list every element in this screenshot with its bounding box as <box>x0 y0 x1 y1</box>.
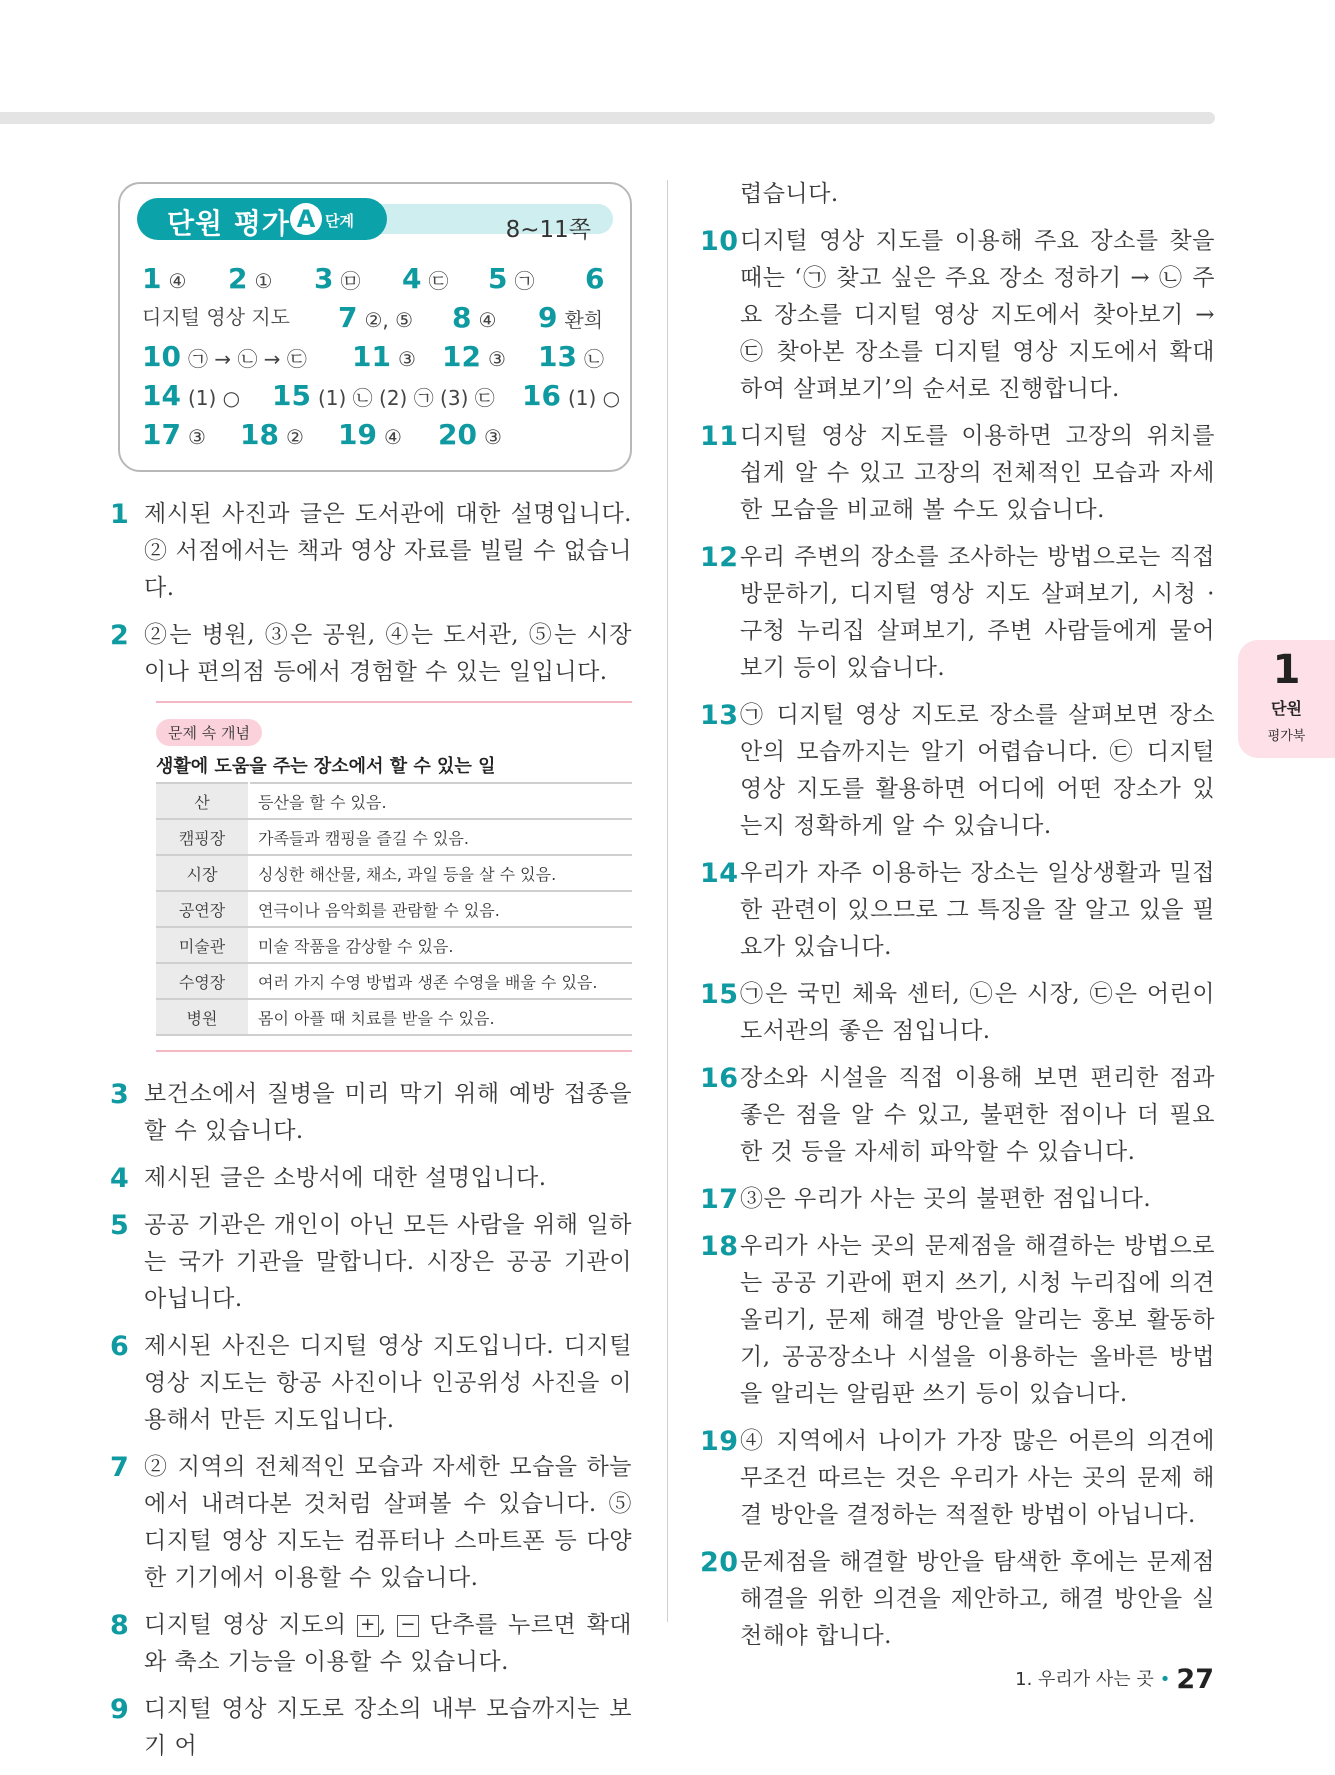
answer-item: 7 ②, ⑤ <box>338 301 414 334</box>
explanation-item: 9 디지털 영상 지도로 장소의 내부 모습까지는 보기 어 <box>110 1694 632 1759</box>
table-row: 시장 싱싱한 해산물, 채소, 과일 등을 살 수 있음. <box>156 855 632 891</box>
explanation-item: 1 제시된 사진과 글은 도서관에 대한 설명입니다. ② 서점에서는 책과 영상 자료를 빌릴 수 없습니다. <box>110 499 632 601</box>
footer-dot-icon: • <box>1159 1669 1171 1690</box>
answer-line <box>142 262 618 301</box>
answer-item: 11 ③ <box>352 340 416 373</box>
table-row: 산 등산을 할 수 있음. <box>156 783 632 819</box>
explanation-item: 13 ㉠ 디지털 영상 지도로 장소를 살펴보면 장소 안의 모습까지는 알기 어렵습니다. ㉢ 디지털 영상 지도를 활용하면 어디에 어떤 장소가 있는지 정확하게 알 수 있습니다. <box>700 700 1215 839</box>
concept-tag: 문제 속 개념 <box>156 719 262 746</box>
answer-key <box>142 262 621 457</box>
explanation-item: 2 ②는 병원, ③은 공원, ④는 도서관, ⑤는 시장이나 편의점 등에서 경험할 수 있는 일입니다. <box>110 620 632 685</box>
explanation-item: 15 ㉠은 국민 체육 센터, ㉡은 시장, ㉢은 어린이 도서관의 좋은 점입니다. <box>700 979 1215 1044</box>
unit-number: 1 <box>1272 647 1301 693</box>
answer-line <box>142 418 618 457</box>
book-label: 평가북 <box>1267 729 1306 744</box>
answer-item: 20 ③ <box>438 418 502 451</box>
explanation-item: 12 우리 주변의 장소를 조사하는 방법으로는 직접 방문하기, 디지털 영상 지도 살펴보기, 시청 · 구청 누리집 살펴보기, 주변 사람들에게 물어보기 등이 있습니다. <box>700 542 1215 681</box>
explanation-item: 11 디지털 영상 지도를 이용하면 고장의 위치를 쉽게 알 수 있고 고장의 전체적인 모습과 자세한 모습을 비교해 볼 수도 있습니다. <box>700 421 1215 523</box>
answer-item: 15 (1) ㉡ (2) ㉠ (3) ㉢ <box>272 379 495 412</box>
answer-line <box>142 379 621 418</box>
page-number: 27 <box>1176 1664 1214 1695</box>
answer-box-title: 단원 평가 <box>167 207 290 240</box>
answer-item: 3 ㉤ <box>314 262 361 295</box>
unit-side-tab <box>1238 640 1335 758</box>
unit-label: 단원 <box>1271 699 1302 718</box>
answer-item: 19 ④ <box>338 418 402 451</box>
explanation-item: 8 디지털 영상 지도의 + , − 단추를 누르면 확대와 축소 기능을 이용할 수 있습니다. <box>110 1610 633 1675</box>
answer-item: 18 ② <box>240 418 304 451</box>
answer-item: 2 ① <box>228 262 273 295</box>
explanation-item: 20 문제점을 해결할 방안을 탐색한 후에는 문제점 해결을 위한 의견을 제안하고, 해결 방안을 실천해야 합니다. <box>700 1547 1215 1649</box>
table-row: 수영장 여러 가지 수영 방법과 생존 수영을 배울 수 있음. <box>156 963 632 999</box>
answer-line <box>142 301 618 340</box>
answer-item: 4 ㉢ <box>402 262 449 295</box>
continued-text: 렵습니다. <box>740 181 839 207</box>
concept-box <box>156 701 632 1052</box>
top-rule <box>0 112 1215 124</box>
answer-line <box>142 340 618 379</box>
table-row: 공연장 연극이나 음악회를 관람할 수 있음. <box>156 891 632 927</box>
concept-table <box>156 782 632 1036</box>
answer-item: 16 (1) ○ <box>522 379 621 412</box>
zoom-in-button-icon: + <box>357 1615 379 1637</box>
explanation-item: 16 장소와 시설을 직접 이용해 보면 편리한 점과 좋은 점을 알 수 있고, 불편한 점이나 더 필요한 것 등을 자세히 파악할 수 있습니다. <box>700 1063 1215 1165</box>
explanation-item: 7 ② 지역의 전체적인 모습과 자세한 모습을 하늘에서 내려다본 것처럼 살펴볼 수 있습니다. ⑤ 디지털 영상 지도는 컴퓨터나 스마트폰 등 다양한 기기에서 이용할 수 있습니다. <box>110 1452 632 1591</box>
level-badge: A <box>290 203 322 235</box>
answer-item: 5 ㉠ <box>488 262 535 295</box>
answer-item: 12 ③ <box>442 340 506 373</box>
table-row: 미술관 미술 작품을 감상할 수 있음. <box>156 927 632 963</box>
explanation-item: 18 우리가 사는 곳의 문제점을 해결하는 방법으로는 공공 기관에 편지 쓰기, 시청 누리집에 의견 올리기, 문제 해결 방안을 알리는 홍보 활동하기, 공공장소나 시설을 이용하는 올바른 방법을 알리는 알림판 쓰기 등이 있습니다. <box>700 1231 1215 1407</box>
explanation-item: 6 제시된 사진은 디지털 영상 지도입니다. 디지털 영상 지도는 항공 사진이나 인공위성 사진을 이용해서 만든 지도입니다. <box>110 1331 632 1433</box>
level-suffix: 단계 <box>325 212 354 230</box>
answer-item: 8 ④ <box>452 301 497 334</box>
answer-item: 10 ㉠ → ㉡ → ㉢ <box>142 340 307 373</box>
column-divider <box>667 180 668 1622</box>
chapter-title: 1. 우리가 사는 곳 <box>1015 1669 1154 1690</box>
zoom-out-button-icon: − <box>397 1615 419 1637</box>
answer-item: 13 ㉡ <box>538 340 604 373</box>
answer-item: 디지털 영상 지도 <box>142 305 290 329</box>
explanation-item: 19 ④ 지역에서 나이가 가장 많은 어른의 의견에 무조건 따르는 것은 우리가 사는 곳의 문제 해결 방안을 결정하는 적절한 방법이 아닙니다. <box>700 1426 1215 1528</box>
answer-item: 17 ③ <box>142 418 206 451</box>
answer-item: 14 (1) ○ <box>142 379 241 412</box>
table-row: 병원 몸이 아플 때 치료를 받을 수 있음. <box>156 999 632 1035</box>
explanation-item: 4 제시된 글은 소방서에 대한 설명입니다. <box>110 1163 547 1194</box>
answer-box-header <box>137 198 613 243</box>
left-column <box>110 182 632 1775</box>
right-column <box>700 176 1215 1665</box>
answer-item: 6 <box>585 262 605 295</box>
answer-item: 1 ④ <box>142 262 187 295</box>
concept-title: 생활에 도움을 주는 장소에서 할 수 있는 일 <box>156 756 496 777</box>
explanation-item: 10 디지털 영상 지도를 이용해 주요 장소를 찾을 때는 ‘㉠ 찾고 싶은 주요 장소 정하기 → ㉡ 주요 장소를 디지털 영상 지도에서 찾아보기 → ㉢ 찾아본 장소를 디지털 영상 지도에서 확대하여 살펴보기’의 순서로 진행합니다. <box>700 226 1215 402</box>
page-footer <box>1015 1664 1214 1695</box>
title-pill <box>137 198 387 240</box>
answer-box <box>118 182 632 472</box>
explanation-item: 17 ③은 우리가 사는 곳의 불편한 점입니다. <box>700 1184 1152 1215</box>
table-row: 캠핑장 가족들과 캠핑을 즐길 수 있음. <box>156 819 632 855</box>
page-range: 8~11쪽 <box>505 217 591 243</box>
answer-item: 9 환희 <box>538 301 604 334</box>
explanation-item: 3 보건소에서 질병을 미리 막기 위해 예방 접종을 할 수 있습니다. <box>110 1079 632 1144</box>
explanation-item: 5 공공 기관은 개인이 아닌 모든 사람을 위해 일하는 국가 기관을 말합니다. 시장은 공공 기관이 아닙니다. <box>110 1210 632 1312</box>
explanation-item: 14 우리가 자주 이용하는 장소는 일상생활과 밀접한 관련이 있으므로 그 특징을 잘 알고 있을 필요가 있습니다. <box>700 858 1215 960</box>
